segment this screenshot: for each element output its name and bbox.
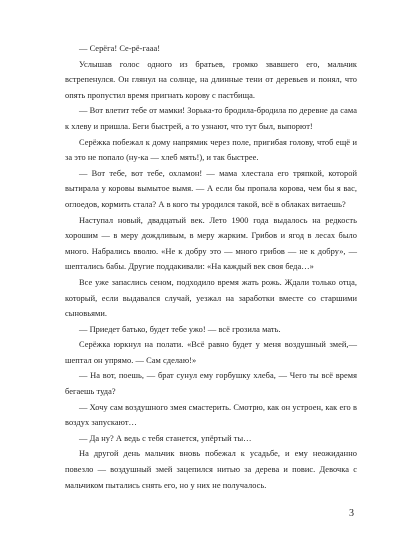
paragraph: Все уже запаслись сеном, подходило время жать рожь. Ждали только отца, который, если выдавался случай, уезжал на заработки вместе со старшими сыновьями.	[65, 277, 357, 319]
page-text	[65, 41, 357, 493]
paragraph: — Вот влетит тебе от мамки! Зорька-то бродила-бродила по деревне да сама к хлеву и пришла. Беги быстрей, а то узнают, что тут был, выпорют!	[65, 106, 357, 131]
paragraph: — Вот тебе, вот тебе, охламон! — мама хлестала его тряпкой, которой вытирала у коровы вымытое вымя. — А если бы пропала корова, чем бы я вас, оглоедов, кормить стала? А в кого ты уродился такой, всё в облаках витаешь?	[65, 168, 357, 209]
paragraph: — Серёга! Се-рё-гааа!	[79, 44, 161, 53]
paragraph: Услышав голос одного из братьев, громко звавшего его, мальчик встрепенулся. Он глянул на солнце, на длинные тени от деревьев и понял, что опять пропустил время пригнать корову с пастбища.	[65, 59, 357, 100]
page-number: 3	[349, 508, 354, 519]
paragraph: Наступал новый, двадцатый век. Лето 1900 года выдалось на редкость хорошим — в меру дождливым, в меру жарким. Грибов и ягод в лесах было много. Набрались вволю. «Не к добру это — много грибов — не к добру», — шептались бабы. Другие поддакивали: «На каждый век своя беда…»	[65, 215, 357, 272]
paragraph: Серёжка побежал к дому напрямик через поле, пригибая голову, чтоб ещё и за это не попало (ну-ка — хлеб мять!), и так быстрее.	[65, 137, 357, 163]
paragraph: Серёжка юркнул на полати. «Всё равно будет у меня воздушный змей,— шептал он упрямо. — Сам сделаю!»	[65, 340, 357, 365]
paragraph: — Да ну? А ведь с тебя станется, упёртый ты…	[79, 433, 252, 443]
paragraph: На другой день мальчик вновь побежал к усадьбе, и ему неожиданно повезло — воздушный змей зацепился нитью за дерева и повис. Девочка с мальчиком пытались снять его, но у них не получалось.	[65, 449, 357, 490]
paragraph: — Хочу сам воздушного змея смастерить. Смотрю, как он устроен, как его в воздух запускают…	[65, 402, 357, 428]
paragraph: — На вот, поешь, — брат сунул ему горбушку хлеба, — Чего ты всё время бегаешь туда?	[65, 371, 357, 397]
paragraph: — Приедет батько, будет тебе ужо! — всё грозила мать.	[79, 324, 281, 334]
